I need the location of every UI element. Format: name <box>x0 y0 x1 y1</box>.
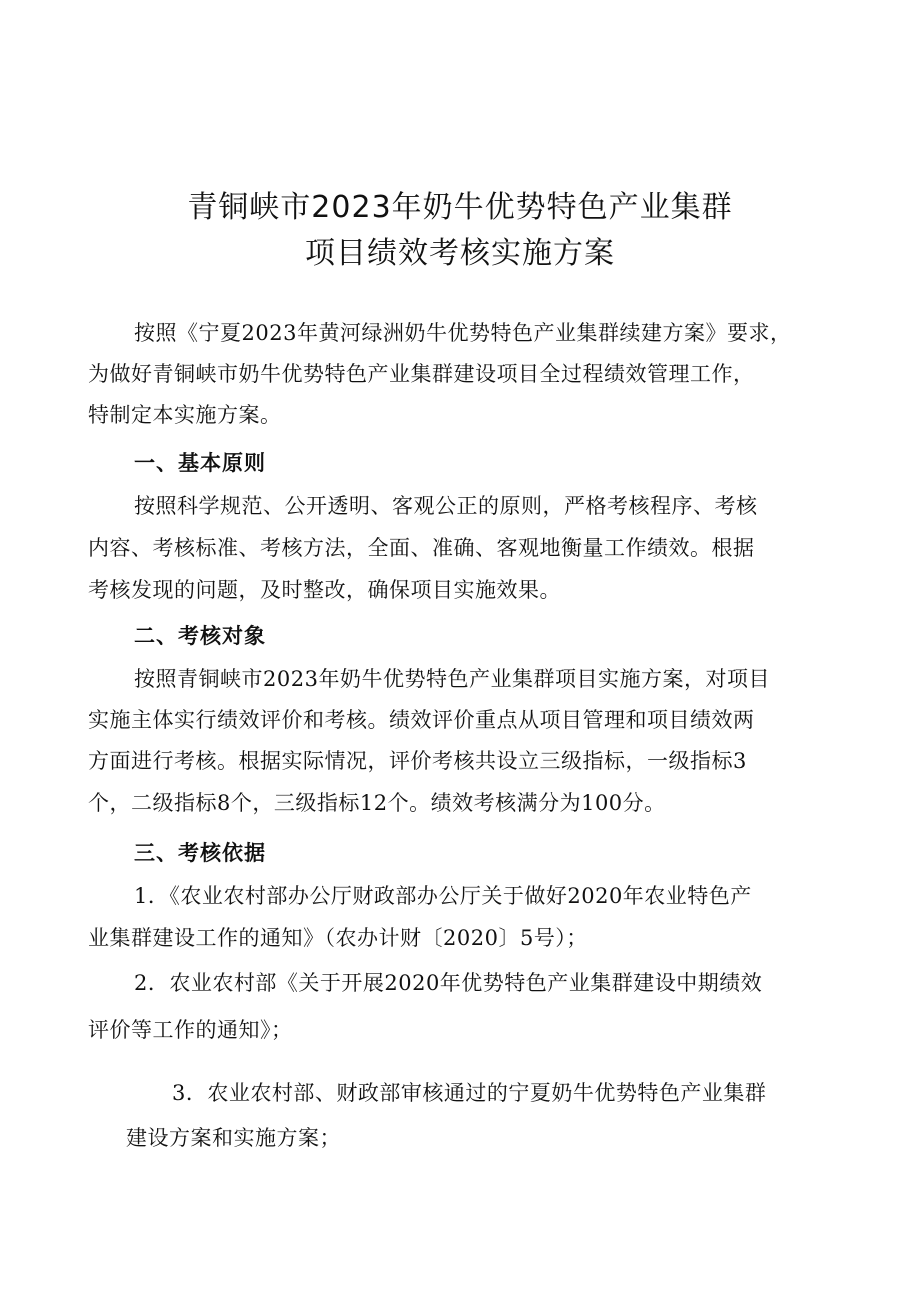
list-item-3-line-1: 3．农业农村部、财政部审核通过的宁夏奶牛优势特色产业集群 <box>172 1081 767 1105</box>
list-item-2-line-1: 2．农业农村部《关于开展2020年优势特色产业集群建设中期绩效 <box>134 971 763 995</box>
intro-line-1: 按照《宁夏2023年黄河绿洲奶牛优势特色产业集群续建方案》要求， <box>134 321 792 345</box>
section-1-line-1: 按照科学规范、公开透明、客观公正的原则，严格考核程序、考核 <box>134 494 758 518</box>
section-2-line-1: 按照青铜峡市2023年奶牛优势特色产业集群项目实施方案，对项目 <box>134 667 770 691</box>
section-1-line-3: 考核发现的问题，及时整改，确保项目实施效果。 <box>88 578 561 602</box>
section-2-line-4: 个，二级指标8个，三级指标12个。绩效考核满分为100分。 <box>88 791 666 815</box>
section-2-line-2: 实施主体实行绩效评价和考核。绩效评价重点从项目管理和项目绩效两 <box>88 708 755 732</box>
intro-line-3: 特制定本实施方案。 <box>88 403 282 427</box>
section-1-heading: 一、基本原则 <box>134 451 266 475</box>
document-title-line-1: 青铜峡市2023年奶牛优势特色产业集群 <box>187 190 733 225</box>
section-1-line-2: 内容、考核标准、考核方法，全面、准确、客观地衡量工作绩效。根据 <box>88 536 755 560</box>
list-item-1-line-2: 业集群建设工作的通知》（农办计财〔2020〕5号）； <box>88 926 588 950</box>
list-item-1-line-1: 1．《农业农村部办公厅财政部办公厅关于做好2020年农业特色产 <box>134 884 752 908</box>
section-2-heading: 二、考核对象 <box>134 624 266 648</box>
document-title-line-2: 项目绩效考核实施方案 <box>305 236 615 271</box>
list-item-3-line-2: 建设方案和实施方案； <box>126 1126 341 1150</box>
section-3-heading: 三、考核依据 <box>134 841 266 865</box>
list-item-2-line-2: 评价等工作的通知》； <box>88 1018 293 1042</box>
section-2-line-3: 方面进行考核。根据实际情况，评价考核共设立三级指标，一级指标3 <box>88 749 747 773</box>
intro-line-2: 为做好青铜峡市奶牛优势特色产业集群建设项目全过程绩效管理工作， <box>88 362 755 386</box>
